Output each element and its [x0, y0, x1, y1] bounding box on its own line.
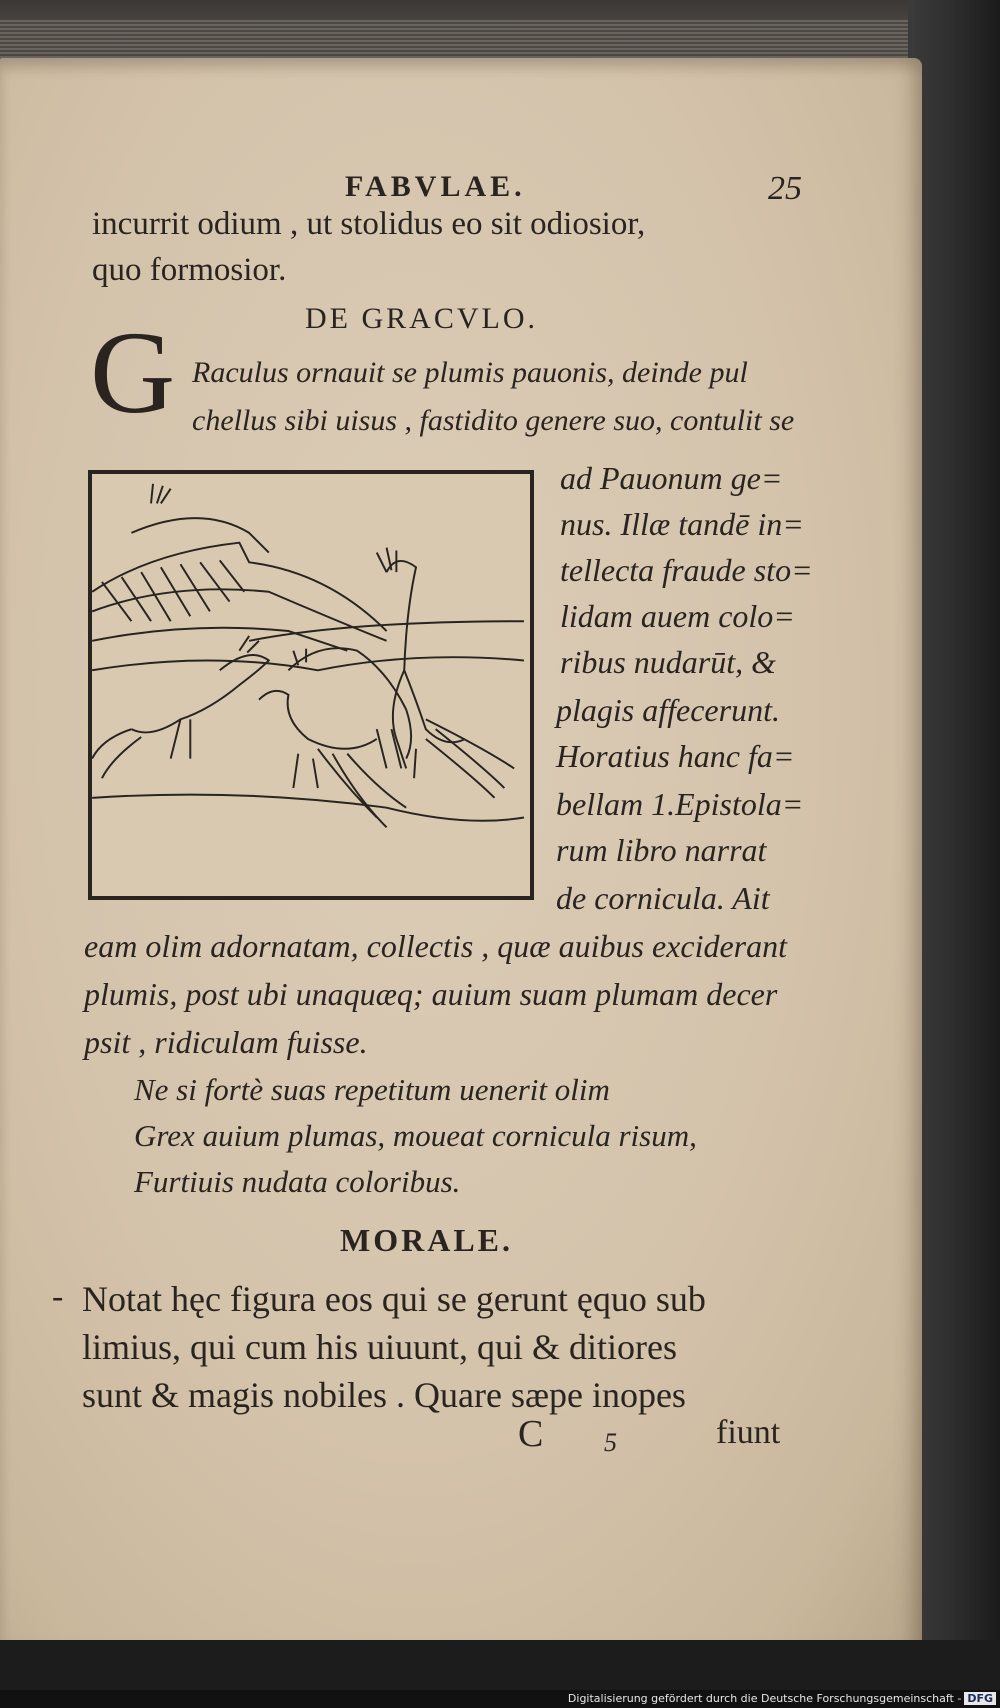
- side-line-7: Horatius hanc fa=: [556, 738, 795, 774]
- morale-line-1: Notat hęc figura eos qui se gerunt ęquo sub: [82, 1279, 706, 1319]
- verse-line-2: Grex auium plumas, moueat cornicula risum,: [134, 1118, 697, 1153]
- bottom-background: [0, 1640, 1000, 1690]
- signature-number: 5: [604, 1428, 617, 1457]
- page-number: 25: [768, 170, 802, 207]
- margin-dash: -: [52, 1278, 64, 1315]
- woodcut-illustration: [88, 470, 534, 900]
- text-line-intro-2: chellus sibi uisus , fastidito genere suo, contulit se: [192, 404, 795, 437]
- side-line-10: de cornicula. Ait: [556, 880, 770, 916]
- fable-heading: DE GRACVLO.: [305, 302, 538, 335]
- signature-mark: C: [518, 1413, 544, 1455]
- woodcut-peacocks-drawing: [92, 474, 530, 896]
- side-line-6: plagis affecerunt.: [556, 692, 780, 728]
- text-line-top-1: incurrit odium , ut stolidus eo sit odiosior,: [92, 206, 646, 242]
- side-line-5: ribus nudarūt, &: [560, 644, 777, 680]
- side-line-4: lidam auem colo=: [560, 598, 795, 634]
- side-line-8: bellam 1.Epistola=: [556, 786, 804, 822]
- catchword: fiunt: [716, 1414, 781, 1451]
- side-line-9: rum libro narrat: [556, 832, 767, 868]
- text-line-after-3: psit , ridiculam fuisse.: [84, 1024, 368, 1060]
- morale-line-3: sunt & magis nobiles . Quare sæpe inopes: [82, 1375, 686, 1415]
- side-line-1: ad Pauonum ge=: [560, 460, 783, 496]
- morale-heading: MORALE.: [340, 1222, 513, 1258]
- morale-line-2: limius, qui cum his uiuunt, qui & ditiores: [82, 1327, 678, 1367]
- dfg-logo: DFG: [964, 1692, 996, 1705]
- footer-credit: Digitalisierung gefördert durch die Deutsche Forschungsgemeinschaft -: [567, 1692, 962, 1705]
- text-line-top-2: quo formosior.: [92, 252, 287, 288]
- verse-line-3: Furtiuis nudata coloribus.: [134, 1164, 461, 1199]
- side-line-2: nus. Illæ tandē in=: [560, 506, 804, 542]
- running-head: FABVLAE.: [345, 170, 526, 203]
- text-line-after-2: plumis, post ubi unaquæq; auium suam plumam decer: [84, 976, 778, 1012]
- footer-bar: [0, 1690, 1000, 1708]
- side-line-3: tellecta fraude sto=: [560, 552, 813, 588]
- text-line-intro-1: Raculus ornauit se plumis pauonis, deinde pul: [192, 356, 748, 389]
- drop-cap: G: [90, 307, 176, 438]
- text-line-after-1: eam olim adornatam, collectis , quæ auibus exciderant: [84, 928, 788, 964]
- verse-line-1: Ne si fortè suas repetitum uenerit olim: [134, 1072, 610, 1107]
